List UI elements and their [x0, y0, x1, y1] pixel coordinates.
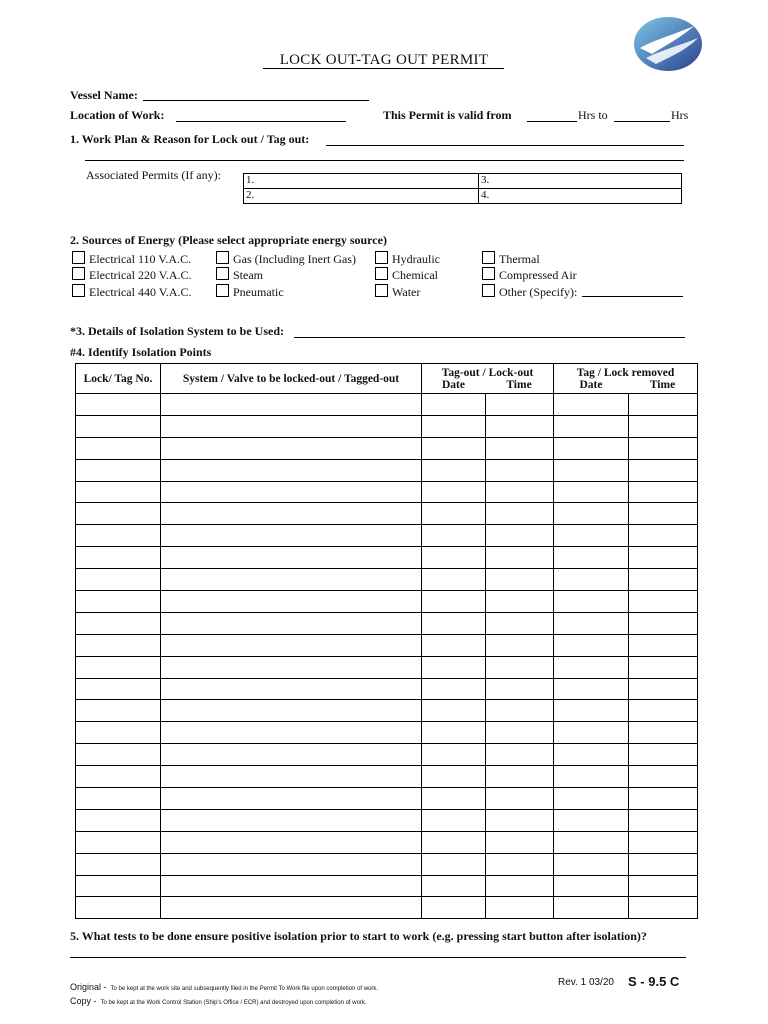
tests-field[interactable]: [70, 957, 686, 958]
removed-time-cell[interactable]: [628, 569, 698, 591]
isolation-system-field[interactable]: [294, 337, 685, 338]
removed-time-cell[interactable]: [628, 766, 698, 788]
section2-label: 2. Sources of Energy (Please select appropriate energy source): [70, 233, 387, 247]
removed-time-cell[interactable]: [628, 853, 698, 875]
energy-option-electrical-440[interactable]: [72, 284, 192, 300]
system-valve-cell[interactable]: [161, 612, 422, 634]
tagout-date-cell[interactable]: [422, 634, 486, 656]
energy-option-thermal[interactable]: [482, 251, 540, 267]
energy-option-label: Thermal: [499, 252, 540, 266]
tagout-time-cell[interactable]: [485, 766, 554, 788]
system-valve-cell[interactable]: [161, 591, 422, 613]
tagout-time-cell[interactable]: [485, 591, 554, 613]
lock-tag-no-cell[interactable]: [76, 722, 161, 744]
lock-tag-no-cell[interactable]: [76, 503, 161, 525]
system-valve-cell[interactable]: [161, 394, 422, 416]
removed-date-cell[interactable]: [554, 766, 629, 788]
lock-tag-no-cell[interactable]: [76, 831, 161, 853]
lock-tag-no-cell[interactable]: [76, 656, 161, 678]
removed-date-cell[interactable]: [554, 569, 629, 591]
tagout-time-cell[interactable]: [485, 809, 554, 831]
table-row: [76, 875, 698, 897]
tagout-date-cell[interactable]: [422, 656, 486, 678]
lock-tag-no-cell[interactable]: [76, 591, 161, 613]
removed-date-cell[interactable]: [554, 897, 629, 919]
tagout-date-cell[interactable]: [422, 766, 486, 788]
lock-tag-no-cell[interactable]: [76, 897, 161, 919]
tagout-time-cell[interactable]: [485, 831, 554, 853]
lock-tag-no-cell[interactable]: [76, 875, 161, 897]
lock-tag-no-cell[interactable]: [76, 569, 161, 591]
checkbox[interactable]: [72, 251, 85, 264]
table-row: [76, 481, 698, 503]
tagout-date-cell[interactable]: [422, 722, 486, 744]
page-title: LOCK OUT-TAG OUT PERMIT: [279, 52, 489, 68]
tagout-date-cell[interactable]: [422, 875, 486, 897]
removed-date-cell[interactable]: [554, 853, 629, 875]
removed-time-cell[interactable]: [628, 503, 698, 525]
lock-tag-no-cell[interactable]: [76, 547, 161, 569]
tagout-time-cell[interactable]: [485, 853, 554, 875]
system-valve-cell[interactable]: [161, 809, 422, 831]
removed-date-cell[interactable]: [554, 415, 629, 437]
tagout-time-cell[interactable]: [485, 525, 554, 547]
checkbox[interactable]: [216, 284, 229, 297]
checkbox[interactable]: [216, 251, 229, 264]
header-system-valve: System / Valve to be locked-out / Tagged-out: [161, 364, 422, 394]
system-valve-cell[interactable]: [161, 722, 422, 744]
table-row: [76, 766, 698, 788]
footer-form-code: S - 9.5 C: [628, 974, 680, 989]
tagout-time-cell[interactable]: [485, 656, 554, 678]
system-valve-cell[interactable]: [161, 700, 422, 722]
system-valve-cell[interactable]: [161, 656, 422, 678]
table-row: [76, 656, 698, 678]
table-row: [76, 722, 698, 744]
removed-date-cell[interactable]: [554, 744, 629, 766]
energy-option-hydraulic[interactable]: [375, 251, 440, 267]
removed-date-cell[interactable]: [554, 503, 629, 525]
energy-option-label: Hydraulic: [392, 252, 440, 266]
removed-time-cell[interactable]: [628, 788, 698, 810]
footer-copy-text: To be kept at the Work Control Station (Ship's Office / ECR) and destroyed upon completion of work.: [100, 1000, 367, 1006]
system-valve-cell[interactable]: [161, 875, 422, 897]
removed-date-cell[interactable]: [554, 809, 629, 831]
energy-option-label: Compressed Air: [499, 268, 577, 282]
energy-option-electrical-110[interactable]: [72, 251, 191, 267]
tagout-time-cell[interactable]: [485, 744, 554, 766]
system-valve-cell[interactable]: [161, 437, 422, 459]
lock-tag-no-cell[interactable]: [76, 809, 161, 831]
removed-date-cell[interactable]: [554, 656, 629, 678]
footer-copy-label: Copy -: [70, 996, 97, 1006]
associated-permit-cell[interactable]: 3.: [479, 174, 682, 189]
tagout-time-cell[interactable]: [485, 678, 554, 700]
removed-time-cell[interactable]: [628, 394, 698, 416]
removed-date-cell[interactable]: [554, 481, 629, 503]
lock-tag-no-cell[interactable]: [76, 459, 161, 481]
energy-option-steam[interactable]: [216, 267, 263, 283]
energy-option-electrical-220[interactable]: [72, 267, 192, 283]
tagout-time-cell[interactable]: [485, 503, 554, 525]
checkbox[interactable]: [375, 251, 388, 264]
removed-time-cell[interactable]: [628, 875, 698, 897]
system-valve-cell[interactable]: [161, 569, 422, 591]
checkbox[interactable]: [72, 267, 85, 280]
location-field[interactable]: [176, 121, 346, 122]
energy-option-other[interactable]: [482, 284, 577, 300]
checkbox[interactable]: [375, 267, 388, 280]
system-valve-cell[interactable]: [161, 678, 422, 700]
tagout-date-cell[interactable]: [422, 591, 486, 613]
removed-time-cell[interactable]: [628, 809, 698, 831]
table-row: [76, 525, 698, 547]
energy-option-label: Electrical 110 V.A.C.: [89, 252, 192, 266]
removed-time-cell[interactable]: [628, 831, 698, 853]
valid-to-field[interactable]: [614, 121, 670, 122]
removed-date-cell[interactable]: [554, 634, 629, 656]
tagout-time-cell[interactable]: [485, 569, 554, 591]
section4-label: #4. Identify Isolation Points: [70, 345, 212, 359]
energy-option-compressed-air[interactable]: [482, 267, 577, 283]
table-row: [76, 634, 698, 656]
tagout-date-cell[interactable]: [422, 459, 486, 481]
associated-permit-cell[interactable]: 2.: [244, 189, 479, 204]
tagout-date-cell[interactable]: [422, 678, 486, 700]
lock-tag-no-cell[interactable]: [76, 678, 161, 700]
checkbox[interactable]: [72, 284, 85, 297]
energy-option-label: Electrical 440 V.A.C.: [89, 285, 192, 299]
tagout-time-cell[interactable]: [485, 722, 554, 744]
checkbox[interactable]: [482, 267, 495, 280]
valid-from-field[interactable]: [527, 121, 577, 122]
vessel-name-label: Vessel Name:: [70, 88, 138, 102]
tagout-date-cell[interactable]: [422, 394, 486, 416]
tagout-time-cell[interactable]: [485, 897, 554, 919]
tagout-time-cell[interactable]: [485, 700, 554, 722]
removed-date-cell[interactable]: [554, 437, 629, 459]
tagout-date-cell[interactable]: [422, 788, 486, 810]
checkbox[interactable]: [216, 267, 229, 280]
section1-label: 1. Work Plan & Reason for Lock out / Tag out:: [70, 132, 310, 146]
removed-date-cell[interactable]: [554, 722, 629, 744]
energy-option-gas[interactable]: [216, 251, 356, 267]
tagout-date-cell[interactable]: [422, 437, 486, 459]
system-valve-cell[interactable]: [161, 897, 422, 919]
tagout-time-cell[interactable]: [485, 437, 554, 459]
lock-tag-no-cell[interactable]: [76, 853, 161, 875]
energy-option-label: Gas (Including Inert Gas): [233, 252, 356, 266]
table-row: [76, 678, 698, 700]
table-row: [76, 612, 698, 634]
removed-time-cell[interactable]: [628, 481, 698, 503]
removed-date-cell[interactable]: [554, 394, 629, 416]
header-removed-time: Time: [628, 379, 698, 394]
energy-option-label: Other (Specify):: [499, 285, 578, 299]
removed-time-cell[interactable]: [628, 700, 698, 722]
table-row: [76, 415, 698, 437]
tagout-date-cell[interactable]: [422, 853, 486, 875]
tagout-date-cell[interactable]: [422, 897, 486, 919]
tagout-date-cell[interactable]: [422, 503, 486, 525]
table-row: [76, 809, 698, 831]
header-removed-date: Date: [554, 379, 629, 394]
removed-time-cell[interactable]: [628, 634, 698, 656]
table-row: [76, 591, 698, 613]
associated-permits-table: [243, 173, 682, 204]
removed-date-cell[interactable]: [554, 700, 629, 722]
removed-date-cell[interactable]: [554, 591, 629, 613]
tagout-date-cell[interactable]: [422, 525, 486, 547]
table-row: [76, 700, 698, 722]
system-valve-cell[interactable]: [161, 547, 422, 569]
system-valve-cell[interactable]: [161, 481, 422, 503]
tagout-date-cell[interactable]: [422, 547, 486, 569]
lock-tag-no-cell[interactable]: [76, 612, 161, 634]
removed-time-cell[interactable]: [628, 897, 698, 919]
system-valve-cell[interactable]: [161, 525, 422, 547]
removed-time-cell[interactable]: [628, 591, 698, 613]
section5-label: 5. What tests to be done ensure positive isolation prior to start to work (e.g. pressing start button after isolation)?: [70, 929, 647, 943]
tagout-date-cell[interactable]: [422, 831, 486, 853]
energy-option-water[interactable]: [375, 284, 420, 300]
header-tagout-date: Date: [422, 379, 486, 394]
system-valve-cell[interactable]: [161, 788, 422, 810]
table-row: [76, 547, 698, 569]
system-valve-cell[interactable]: [161, 831, 422, 853]
work-plan-field-2[interactable]: [85, 160, 684, 161]
removed-date-cell[interactable]: [554, 788, 629, 810]
tagout-time-cell[interactable]: [485, 634, 554, 656]
tagout-date-cell[interactable]: [422, 569, 486, 591]
associated-permit-cell[interactable]: 4.: [479, 189, 682, 204]
removed-date-cell[interactable]: [554, 678, 629, 700]
removed-time-cell[interactable]: [628, 656, 698, 678]
footer-original-text: To be kept at the work site and subsequently filed in the Permit To Work file upon completion of work.: [110, 986, 379, 992]
footer-original-label: Original -: [70, 982, 107, 992]
system-valve-cell[interactable]: [161, 503, 422, 525]
tagout-time-cell[interactable]: [485, 875, 554, 897]
removed-time-cell[interactable]: [628, 547, 698, 569]
table-row: [76, 394, 698, 416]
tagout-time-cell[interactable]: [485, 394, 554, 416]
removed-time-cell[interactable]: [628, 744, 698, 766]
isolation-points-body: [76, 394, 698, 919]
tagout-date-cell[interactable]: [422, 809, 486, 831]
footer-copy: [70, 991, 367, 1009]
energy-option-label: Steam: [233, 268, 263, 282]
validity-label: This Permit is valid from: [383, 108, 512, 122]
lock-tag-no-cell[interactable]: [76, 788, 161, 810]
vessel-name-field[interactable]: [143, 100, 369, 101]
removed-time-cell[interactable]: [628, 722, 698, 744]
removed-date-cell[interactable]: [554, 875, 629, 897]
energy-option-label: Chemical: [392, 268, 438, 282]
lock-tag-no-cell[interactable]: [76, 744, 161, 766]
removed-date-cell[interactable]: [554, 612, 629, 634]
work-plan-field-1[interactable]: [326, 145, 684, 146]
lock-tag-no-cell[interactable]: [76, 766, 161, 788]
tagout-time-cell[interactable]: [485, 788, 554, 810]
system-valve-cell[interactable]: [161, 415, 422, 437]
header-tagout-lockout: Tag-out / Lock-out: [422, 364, 554, 379]
hrs-to-label: Hrs to: [578, 108, 608, 122]
tagout-time-cell[interactable]: [485, 547, 554, 569]
system-valve-cell[interactable]: [161, 853, 422, 875]
title-underline: [263, 68, 504, 69]
section3-label: *3. Details of Isolation System to be Used:: [70, 324, 284, 338]
associated-permits-label: Associated Permits (If any):: [86, 168, 221, 182]
lock-tag-no-cell[interactable]: [76, 700, 161, 722]
removed-time-cell[interactable]: [628, 437, 698, 459]
location-label: Location of Work:: [70, 108, 165, 122]
tagout-date-cell[interactable]: [422, 415, 486, 437]
energy-option-pneumatic[interactable]: [216, 284, 284, 300]
lock-tag-no-cell[interactable]: [76, 525, 161, 547]
table-row: [76, 503, 698, 525]
tagout-date-cell[interactable]: [422, 612, 486, 634]
isolation-points-table: [75, 363, 698, 919]
checkbox[interactable]: [375, 284, 388, 297]
table-row: [76, 788, 698, 810]
system-valve-cell[interactable]: [161, 634, 422, 656]
other-specify-field[interactable]: [582, 296, 683, 297]
associated-permit-cell[interactable]: 1.: [244, 174, 479, 189]
lock-tag-no-cell[interactable]: [76, 634, 161, 656]
tagout-date-cell[interactable]: [422, 700, 486, 722]
table-row: [76, 744, 698, 766]
tagout-date-cell[interactable]: [422, 481, 486, 503]
lock-tag-no-cell[interactable]: [76, 415, 161, 437]
energy-option-label: Electrical 220 V.A.C.: [89, 268, 192, 282]
tagout-time-cell[interactable]: [485, 415, 554, 437]
tagout-time-cell[interactable]: [485, 481, 554, 503]
lock-tag-no-cell[interactable]: [76, 481, 161, 503]
removed-date-cell[interactable]: [554, 525, 629, 547]
table-row: [76, 831, 698, 853]
header-lock-tag-no: Lock/ Tag No.: [76, 364, 161, 394]
removed-time-cell[interactable]: [628, 612, 698, 634]
removed-time-cell[interactable]: [628, 525, 698, 547]
header-tagout-time: Time: [485, 379, 554, 394]
system-valve-cell[interactable]: [161, 744, 422, 766]
lock-tag-no-cell[interactable]: [76, 437, 161, 459]
removed-time-cell[interactable]: [628, 678, 698, 700]
checkbox[interactable]: [482, 251, 495, 264]
system-valve-cell[interactable]: [161, 459, 422, 481]
hrs-label: Hrs: [671, 108, 689, 122]
energy-option-label: Water: [392, 285, 421, 299]
tagout-time-cell[interactable]: [485, 459, 554, 481]
removed-date-cell[interactable]: [554, 547, 629, 569]
checkbox[interactable]: [482, 284, 495, 297]
system-valve-cell[interactable]: [161, 766, 422, 788]
table-row: [76, 459, 698, 481]
removed-date-cell[interactable]: [554, 459, 629, 481]
table-row: [76, 853, 698, 875]
footer-revision: Rev. 1 03/20: [558, 977, 614, 988]
removed-time-cell[interactable]: [628, 415, 698, 437]
energy-option-label: Pneumatic: [233, 285, 284, 299]
energy-option-chemical[interactable]: [375, 267, 438, 283]
table-row: [76, 569, 698, 591]
header-tag-lock-removed: Tag / Lock removed: [554, 364, 698, 379]
removed-time-cell[interactable]: [628, 459, 698, 481]
tagout-date-cell[interactable]: [422, 744, 486, 766]
table-row: [76, 897, 698, 919]
removed-date-cell[interactable]: [554, 831, 629, 853]
lock-tag-no-cell[interactable]: [76, 394, 161, 416]
tagout-time-cell[interactable]: [485, 612, 554, 634]
table-row: [76, 437, 698, 459]
